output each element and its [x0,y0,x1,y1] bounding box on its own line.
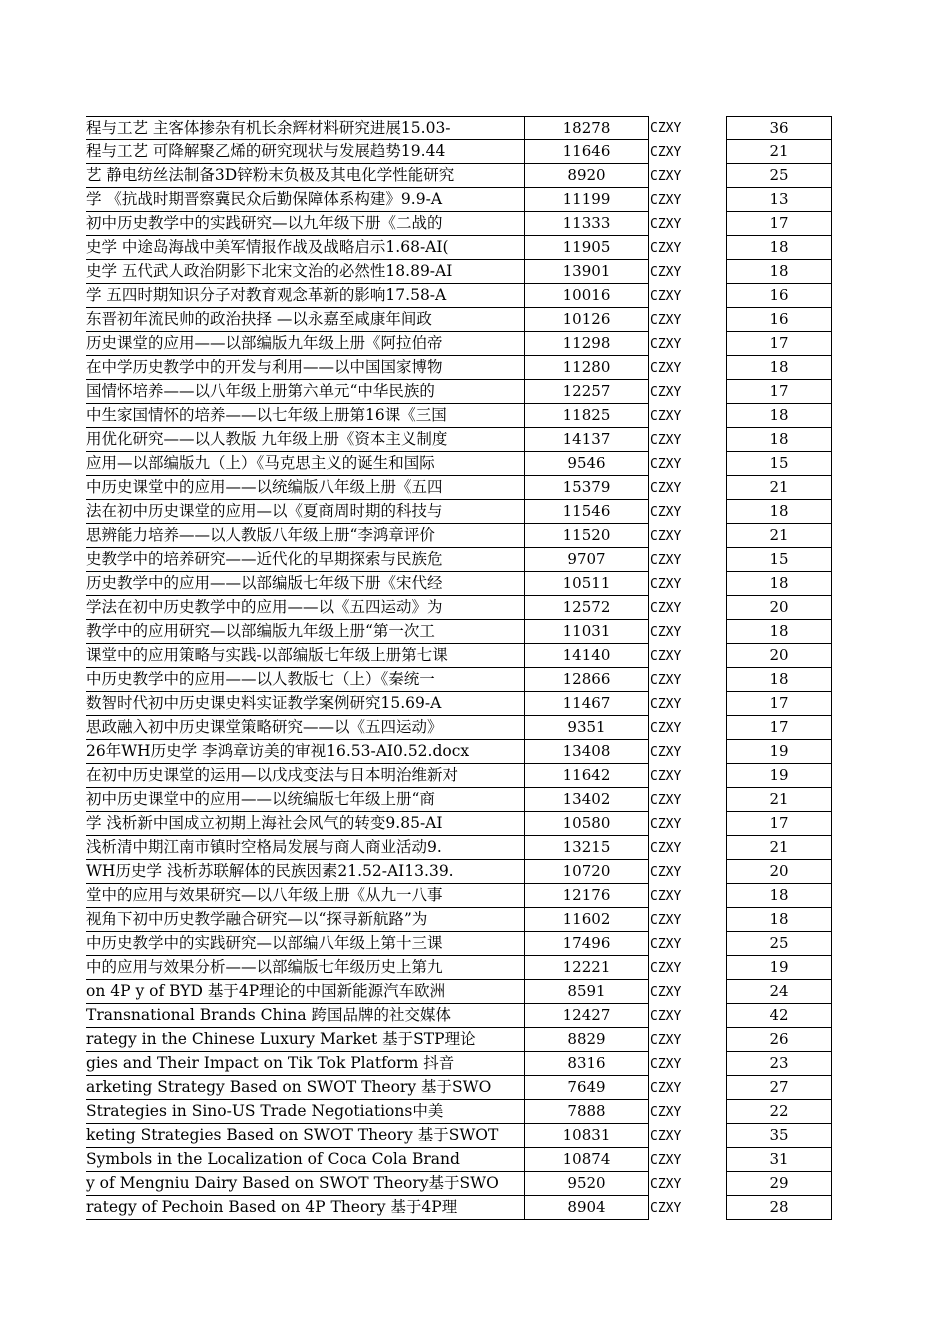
title-text: 历史教学中的应用——以部编版七年级下册《宋代经 [86,574,443,592]
title-cell[interactable] [86,524,525,548]
title-cell[interactable] [86,620,525,644]
word-count-cell[interactable]: 13402 [525,788,649,812]
word-count-cell[interactable]: 9707 [525,548,649,572]
title-text: Strategies in Sino-US Trade Negotiations中美 [86,1102,444,1120]
title-cell[interactable] [86,452,525,476]
score-cell[interactable]: 19 [726,764,832,788]
score-cell[interactable]: 36 [726,116,832,140]
word-count-cell[interactable]: 12866 [525,668,649,692]
table-row [0,716,950,740]
title-cell[interactable] [86,1004,525,1028]
score-cell[interactable]: 25 [726,164,832,188]
code-cell[interactable]: CZXY [650,121,682,136]
word-count-cell[interactable]: 14140 [525,644,649,668]
score-cell[interactable]: 24 [726,980,832,1004]
table-row [0,1196,950,1220]
title-cell[interactable] [86,1124,525,1148]
title-cell[interactable] [86,548,525,572]
word-count-cell[interactable]: 11642 [525,764,649,788]
word-count-cell[interactable]: 11546 [525,500,649,524]
table-row [0,812,950,836]
code-cell[interactable]: CZXY [650,529,682,544]
title-text: 国情怀培养——以八年级上册第六单元“中华民族的 [86,382,435,400]
title-cell[interactable] [86,284,525,308]
title-text: rategy in the Chinese Luxury Market 基于STP理论 [86,1030,476,1048]
word-count-cell[interactable]: 11199 [525,188,649,212]
title-text: 艺 静电纺丝法制备3D锌粉末负极及其电化学性能研究 [86,166,455,184]
word-count-cell[interactable]: 13215 [525,836,649,860]
title-text: 史教学中的培养研究——近代化的早期探索与民族危 [86,550,443,568]
table-row [0,836,950,860]
score-cell[interactable]: 17 [726,812,832,836]
score-cell[interactable]: 18 [726,428,832,452]
title-cell[interactable] [86,596,525,620]
code-cell[interactable]: CZXY [650,889,682,904]
code-cell[interactable]: CZXY [650,913,682,928]
word-count-cell[interactable]: 18278 [525,116,649,140]
word-count-cell[interactable]: 10831 [525,1124,649,1148]
word-count-cell[interactable]: 10874 [525,1148,649,1172]
code-cell[interactable]: CZXY [650,241,682,256]
title-cell[interactable] [86,908,525,932]
table-row [0,1124,950,1148]
code-cell[interactable]: CZXY [650,817,682,832]
title-cell[interactable] [86,932,525,956]
title-text: 教学中的应用研究—以部编版九年级上册“第一次工 [86,622,435,640]
title-text: arketing Strategy Based on SWOT Theory 基于SWO [86,1078,492,1096]
word-count-cell[interactable]: 10580 [525,812,649,836]
title-text: 程与工艺 可降解聚乙烯的研究现状与发展趋势19.44 [86,142,446,160]
table-row [0,884,950,908]
word-count-cell[interactable]: 12176 [525,884,649,908]
word-count-cell[interactable]: 8591 [525,980,649,1004]
title-text: 思政融入初中历史课堂策略研究——以《五四运动》 [86,718,443,736]
title-text: 26年WH历史学 李鸿章访美的审视16.53-AI0.52.docx [86,742,470,760]
title-cell[interactable] [86,692,525,716]
score-cell[interactable]: 17 [726,716,832,740]
title-cell[interactable] [86,332,525,356]
score-cell[interactable]: 18 [726,236,832,260]
title-text: 史学 五代武人政治阴影下北宋文治的必然性18.89-AI [86,262,453,280]
title-cell[interactable] [86,308,525,332]
title-text: 在初中历史课堂的运用—以戊戌变法与日本明治维新对 [86,766,459,784]
score-cell[interactable]: 19 [726,740,832,764]
word-count-cell[interactable]: 11905 [525,236,649,260]
code-cell[interactable]: CZXY [650,865,682,880]
code-cell[interactable]: CZXY [650,961,682,976]
title-text: 法在初中历史课堂的应用—以《夏商周时期的科技与 [86,502,443,520]
code-cell[interactable]: CZXY [650,721,682,736]
code-cell[interactable]: CZXY [650,313,682,328]
title-text: 中的应用与效果分析——以部编版七年级历史上第九 [86,958,443,976]
score-cell[interactable]: 42 [726,1004,832,1028]
table-row [0,740,950,764]
title-text: 思辨能力培养——以人教版八年级上册“李鸿章评价 [86,526,435,544]
word-count-cell[interactable]: 7888 [525,1100,649,1124]
code-cell[interactable]: CZXY [650,1033,682,1048]
code-cell[interactable]: CZXY [650,1177,682,1192]
word-count-cell[interactable]: 9351 [525,716,649,740]
score-cell[interactable]: 18 [726,668,832,692]
table-row [0,1076,950,1100]
score-cell[interactable]: 25 [726,932,832,956]
word-count-cell[interactable]: 13408 [525,740,649,764]
word-count-cell[interactable]: 15379 [525,476,649,500]
title-text: 中历史课堂中的应用——以统编版八年级上册《五四 [86,478,443,496]
score-cell[interactable]: 18 [726,908,832,932]
table-row [0,116,950,140]
code-cell[interactable]: CZXY [650,649,682,664]
title-cell[interactable] [86,884,525,908]
word-count-cell[interactable]: 11520 [525,524,649,548]
word-count-cell[interactable]: 12257 [525,380,649,404]
code-cell[interactable]: CZXY [650,1201,682,1216]
word-count-cell[interactable]: 11602 [525,908,649,932]
score-cell[interactable]: 21 [726,140,832,164]
code-cell[interactable]: CZXY [650,193,682,208]
score-cell[interactable]: 13 [726,188,832,212]
score-cell[interactable]: 29 [726,1172,832,1196]
code-cell[interactable]: CZXY [650,769,682,784]
title-cell[interactable] [86,644,525,668]
title-text: 程与工艺 主客体掺杂有机长余辉材料研究进展15.03- [86,119,451,137]
score-cell[interactable]: 18 [726,620,832,644]
title-cell[interactable] [86,1100,525,1124]
code-cell[interactable]: CZXY [650,553,682,568]
word-count-cell[interactable]: 9546 [525,452,649,476]
title-cell[interactable] [86,380,525,404]
score-cell[interactable]: 20 [726,860,832,884]
title-text: 历史课堂的应用——以部编版九年级上册《阿拉伯帝 [86,334,443,352]
word-count-cell[interactable]: 14137 [525,428,649,452]
title-cell[interactable] [86,668,525,692]
title-text: 东晋初年流民帅的政治抉择 —以永嘉至咸康年间政 [86,310,432,328]
code-cell[interactable]: CZXY [650,937,682,952]
table-row [0,956,950,980]
score-cell[interactable]: 17 [726,380,832,404]
code-cell[interactable]: CZXY [650,745,682,760]
score-cell[interactable]: 17 [726,332,832,356]
title-cell[interactable] [86,740,525,764]
score-cell[interactable]: 28 [726,1196,832,1220]
table-row [0,476,950,500]
table-row [0,1052,950,1076]
word-count-cell[interactable]: 13901 [525,260,649,284]
title-text: 数智时代初中历史课史料实证教学案例研究15.69-A [86,694,442,712]
title-text: keting Strategies Based on SWOT Theory 基于SWOT [86,1126,499,1144]
title-text: 中生家国情怀的培养——以七年级上册第16课《三国 [86,406,447,424]
code-cell[interactable]: CZXY [650,1009,682,1024]
word-count-cell[interactable]: 7649 [525,1076,649,1100]
title-cell[interactable] [86,1172,525,1196]
code-cell[interactable]: CZXY [650,1105,682,1120]
score-cell[interactable]: 35 [726,1124,832,1148]
code-cell[interactable]: CZXY [650,337,682,352]
word-count-cell[interactable]: 10511 [525,572,649,596]
score-cell[interactable]: 18 [726,572,832,596]
table-row [0,788,950,812]
score-cell[interactable]: 19 [726,956,832,980]
table-row [0,548,950,572]
word-count-cell[interactable]: 11467 [525,692,649,716]
table-row [0,236,950,260]
title-text: 中历史教学中的实践研究—以部编八年级上第十三课 [86,934,443,952]
score-cell[interactable]: 21 [726,836,832,860]
table-row [0,500,950,524]
title-cell[interactable] [86,260,525,284]
title-text: 学 五四时期知识分子对教育观念革新的影响17.58-A [86,286,447,304]
table-row [0,1004,950,1028]
table-row [0,572,950,596]
score-cell[interactable]: 20 [726,596,832,620]
title-text: 应用—以部编版九（上）《马克思主义的诞生和国际 [86,454,435,472]
word-count-cell[interactable]: 8920 [525,164,649,188]
table-row [0,620,950,644]
table-row [0,452,950,476]
code-cell[interactable]: CZXY [650,697,682,712]
score-cell[interactable]: 31 [726,1148,832,1172]
title-text: 浅析清中期江南市镇时空格局发展与商人商业活动9. [86,838,442,856]
title-cell[interactable] [86,236,525,260]
score-cell[interactable]: 23 [726,1052,832,1076]
title-cell[interactable] [86,356,525,380]
title-cell[interactable] [86,572,525,596]
title-cell[interactable] [86,140,525,164]
word-count-cell[interactable]: 8829 [525,1028,649,1052]
word-count-cell[interactable]: 11825 [525,404,649,428]
title-text: Symbols in the Localization of Coca Cola Brand [86,1150,460,1168]
table-row [0,1100,950,1124]
title-cell[interactable] [86,500,525,524]
table-row [0,524,950,548]
title-text: gies and Their Impact on Tik Tok Platform 抖音 [86,1054,455,1072]
title-text: y of Mengniu Dairy Based on SWOT Theory基于SWO [86,1174,499,1192]
code-cell[interactable]: CZXY [650,1153,682,1168]
title-cell[interactable] [86,812,525,836]
title-text: rategy of Pechoin Based on 4P Theory 基于4P理 [86,1198,458,1216]
code-cell[interactable]: CZXY [650,1081,682,1096]
table-row [0,692,950,716]
score-cell[interactable]: 21 [726,524,832,548]
table-row [0,356,950,380]
table-row [0,380,950,404]
table-row [0,308,950,332]
score-cell[interactable]: 21 [726,476,832,500]
table-row [0,644,950,668]
word-count-cell[interactable]: 10126 [525,308,649,332]
title-cell[interactable] [86,836,525,860]
code-cell[interactable]: CZXY [650,601,682,616]
word-count-cell[interactable]: 11031 [525,620,649,644]
score-cell[interactable]: 15 [726,452,832,476]
code-cell[interactable]: CZXY [650,457,682,472]
table-row [0,164,950,188]
word-count-cell[interactable]: 11646 [525,140,649,164]
title-text: 初中历史教学中的实践研究—以九年级下册《二战的 [86,214,443,232]
code-cell[interactable]: CZXY [650,265,682,280]
score-cell[interactable]: 18 [726,356,832,380]
score-cell[interactable]: 27 [726,1076,832,1100]
table-row [0,932,950,956]
title-cell[interactable] [86,1076,525,1100]
title-text: 堂中的应用与效果研究—以八年级上册《从九一八事 [86,886,443,904]
code-cell[interactable]: CZXY [650,481,682,496]
code-cell[interactable]: CZXY [650,1057,682,1072]
table-row [0,1172,950,1196]
word-count-cell[interactable]: 12572 [525,596,649,620]
title-cell[interactable] [86,716,525,740]
table-row [0,212,950,236]
table-row [0,428,950,452]
title-cell[interactable] [86,764,525,788]
title-cell[interactable] [86,212,525,236]
table-row [0,860,950,884]
word-count-cell[interactable]: 8904 [525,1196,649,1220]
title-text: 在中学历史教学中的开发与利用——以中国国家博物 [86,358,443,376]
code-cell[interactable]: CZXY [650,217,682,232]
title-text: 学 《抗战时期晋察冀民众后勤保障体系构建》9.9-A [86,190,443,208]
title-text: 课堂中的应用策略与实践-以部编版七年级上册第七课 [86,646,448,664]
score-cell[interactable]: 22 [726,1100,832,1124]
score-cell[interactable]: 18 [726,404,832,428]
score-cell[interactable]: 16 [726,308,832,332]
code-cell[interactable]: CZXY [650,1129,682,1144]
code-cell[interactable]: CZXY [650,625,682,640]
score-cell[interactable]: 18 [726,884,832,908]
word-count-cell[interactable]: 10720 [525,860,649,884]
table-row [0,764,950,788]
title-text: 用优化研究——以人教版 九年级上册《资本主义制度 [86,430,448,448]
score-cell[interactable]: 26 [726,1028,832,1052]
table-row [0,260,950,284]
title-cell[interactable] [86,1052,525,1076]
title-text: 学 浅析新中国成立初期上海社会风气的转变9.85-AI [86,814,443,832]
code-cell[interactable]: CZXY [650,673,682,688]
title-cell[interactable] [86,980,525,1004]
title-cell[interactable] [86,188,525,212]
word-count-cell[interactable]: 12427 [525,1004,649,1028]
word-count-cell[interactable]: 11333 [525,212,649,236]
title-text: 史学 中途岛海战中美军情报作战及战略启示1.68-AI( [86,238,449,256]
table-row [0,668,950,692]
title-cell[interactable] [86,788,525,812]
table-row [0,404,950,428]
word-count-cell[interactable]: 12221 [525,956,649,980]
title-cell[interactable] [86,428,525,452]
title-cell[interactable] [86,1028,525,1052]
title-text: on 4P y of BYD 基于4P理论的中国新能源汽车欧洲 [86,982,446,1000]
score-cell[interactable]: 18 [726,500,832,524]
word-count-cell[interactable]: 9520 [525,1172,649,1196]
score-cell[interactable]: 16 [726,284,832,308]
code-cell[interactable]: CZXY [650,577,682,592]
table-row [0,284,950,308]
title-text: 初中历史课堂中的应用——以统编版七年级上册“商 [86,790,435,808]
code-cell[interactable]: CZXY [650,409,682,424]
title-cell[interactable] [86,1196,525,1220]
table-row [0,596,950,620]
title-text: 中历史教学中的应用——以人教版七（上）《秦统一 [86,670,435,688]
score-cell[interactable]: 15 [726,548,832,572]
code-cell[interactable]: CZXY [650,841,682,856]
code-cell[interactable]: CZXY [650,169,682,184]
score-cell[interactable]: 21 [726,788,832,812]
title-cell[interactable] [86,404,525,428]
table-row [0,1028,950,1052]
table-row [0,140,950,164]
code-cell[interactable]: CZXY [650,433,682,448]
table-row [0,980,950,1004]
score-cell[interactable]: 18 [726,260,832,284]
table-row [0,1148,950,1172]
title-text: WH历史学 浅析苏联解体的民族因素21.52-AI13.39. [86,862,454,880]
code-cell[interactable]: CZXY [650,793,682,808]
score-cell[interactable]: 20 [726,644,832,668]
word-count-cell[interactable]: 11298 [525,332,649,356]
title-cell[interactable] [86,860,525,884]
code-cell[interactable]: CZXY [650,289,682,304]
title-cell[interactable] [86,164,525,188]
word-count-cell[interactable]: 10016 [525,284,649,308]
title-text: 学法在初中历史教学中的应用——以《五四运动》为 [86,598,443,616]
title-cell[interactable] [86,116,525,140]
code-cell[interactable]: CZXY [650,361,682,376]
title-cell[interactable] [86,956,525,980]
title-cell[interactable] [86,476,525,500]
code-cell[interactable]: CZXY [650,985,682,1000]
score-cell[interactable]: 17 [726,212,832,236]
score-cell[interactable]: 17 [726,692,832,716]
code-cell[interactable]: CZXY [650,385,682,400]
word-count-cell[interactable]: 8316 [525,1052,649,1076]
title-text: 视角下初中历史教学融合研究—以“探寻新航路”为 [86,910,428,928]
word-count-cell[interactable]: 17496 [525,932,649,956]
title-text: Transnational Brands China 跨国品牌的社交媒体 [86,1006,452,1024]
word-count-cell[interactable]: 11280 [525,356,649,380]
title-cell[interactable] [86,1148,525,1172]
table-row [0,332,950,356]
code-cell[interactable]: CZXY [650,145,682,160]
table-row [0,908,950,932]
table-row [0,188,950,212]
code-cell[interactable]: CZXY [650,505,682,520]
